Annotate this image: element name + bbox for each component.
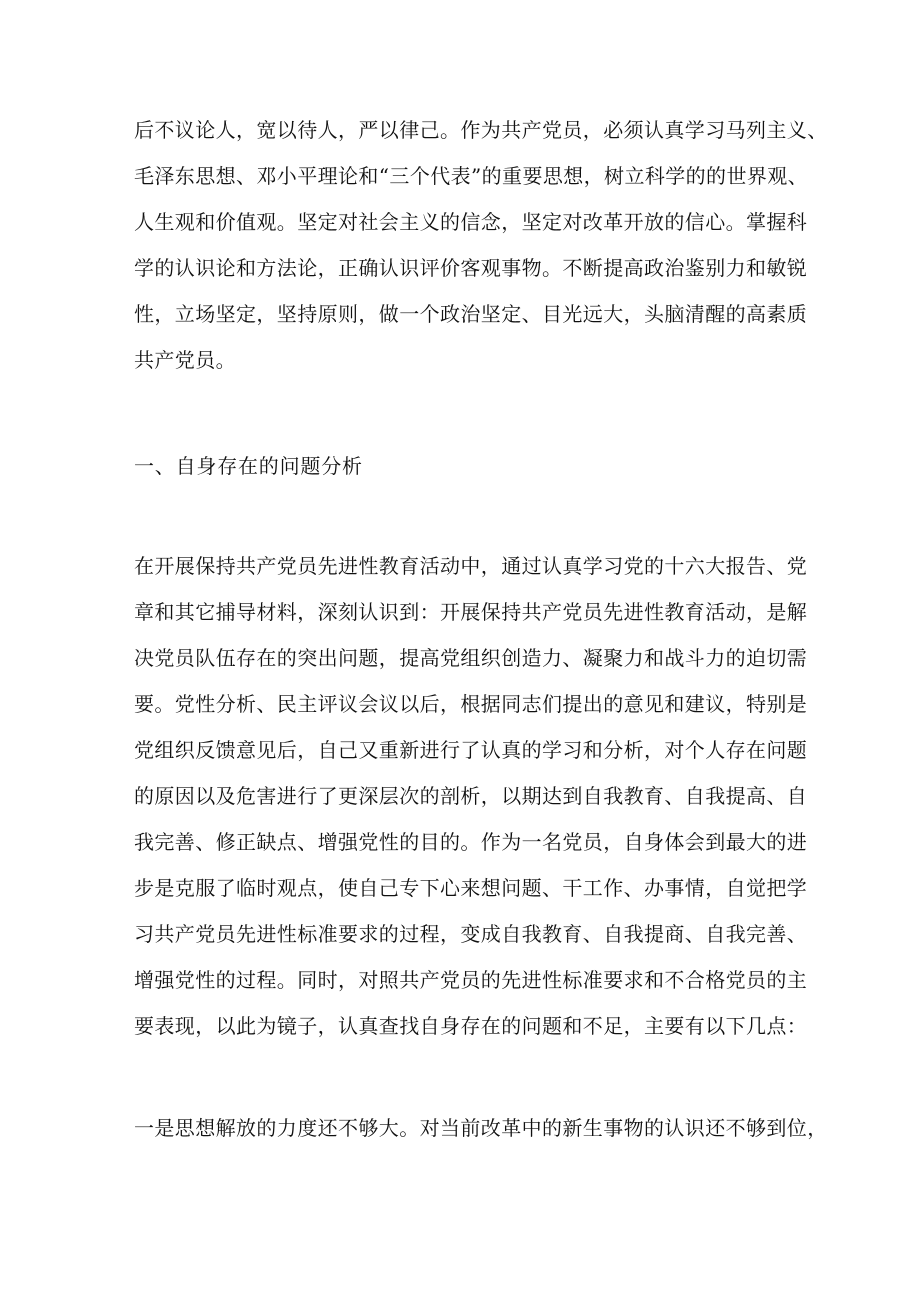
text-line: 章和其它捕导材料，深刻认识到：开展保持共产党员先进性教育活动，是解	[134, 600, 808, 624]
text-line: 共产党员。	[134, 348, 236, 372]
text-line: 决党员队伍存在的突出问题，提高党组织创造力、凝聚力和战斗力的迫切需	[134, 646, 808, 670]
text-line: 要。党性分析、民主评议会议以后，根据同志们提出的意见和建议，特别是	[134, 692, 808, 716]
text-line: 步是克服了临时观点，使自己专下心来想问题、干工作、办事情，自觉把学	[134, 876, 808, 900]
text-line: 后不议论人，宽以待人，严以律己。作为共产党员，必须认真学习马列主义、	[134, 118, 828, 142]
section-heading: 一、自身存在的问题分析	[134, 454, 363, 478]
text-line: 增强党性的过程。同时，对照共产党员的先进性标准要求和不合格党员的主	[134, 968, 808, 992]
text-line: 党组织反馈意见后，自己又重新进行了认真的学习和分析，对个人存在问题	[134, 738, 808, 762]
text-line: 学的认识论和方法论，正确认识评价客观事物。不断提高政治鉴别力和敏锐	[134, 256, 808, 280]
text-line: 毛泽东思想、邓小平理论和“三个代表”的重要思想，树立科学的的世界观、	[134, 164, 809, 188]
text-line: 要表现，以此为镜子，认真查找自身存在的问题和不足，主要有以下几点：	[134, 1014, 808, 1038]
text-line: 人生观和价值观。坚定对社会主义的信念，坚定对改革开放的信心。掌握科	[134, 210, 808, 234]
text-line: 的原因以及危害进行了更深层次的剖析，以期达到自我教育、自我提高、自	[134, 784, 808, 808]
text-line: 性，立场坚定，坚持原则，做一个政治坚定、目光远大，头脑清醒的高素质	[134, 302, 808, 326]
text-line: 习共产党员先进性标准要求的过程，变成自我教育、自我提商、自我完善、	[134, 922, 808, 946]
text-line: 在开展保持共产党员先进性教育活动中，通过认真学习党的十六大报告、党	[134, 554, 808, 578]
text-line: 一是思想解放的力度还不够大。对当前改革中的新生事物的认识还不够到位，	[134, 1116, 828, 1140]
text-line: 我完善、修正缺点、增强党性的目的。作为一名党员，自身体会到最大的进	[134, 830, 808, 854]
